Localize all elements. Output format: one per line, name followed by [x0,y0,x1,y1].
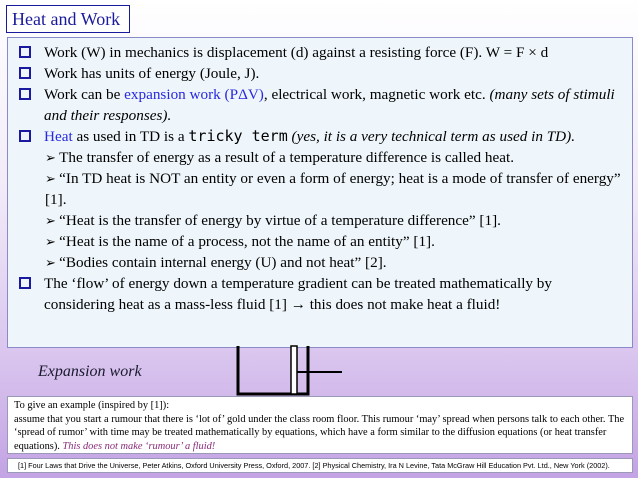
bullet-item [16,273,624,315]
text-part: as used in TD is a [72,128,189,145]
sub-bullet-text: “Heat is the transfer of energy by virtue of a temperature difference” [1]. [59,212,501,229]
sub-bullet-text: “In TD heat is NOT an entity or even a form of energy; heat is a mode of transfer of energy” [1]. [45,170,621,208]
heat-term: Heat [44,128,73,145]
text-part: Work can be [44,86,125,103]
sub-bullet-item [16,147,624,168]
sub-bullet-item [16,168,624,210]
example-emphasis: This does not make ‘rumour’ a fluid! [62,440,216,452]
bullet-text [44,126,624,147]
sub-bullet-item [16,231,624,252]
piston-head [291,346,297,394]
square-bullet-icon [19,130,31,142]
sub-bullet-text: “Bodies contain internal energy (U) and not heat” [2]. [59,254,387,271]
bullet-text: Work has units of energy (Joule, J). [44,65,260,82]
bullet-item [16,42,624,63]
square-bullet-icon [19,88,31,100]
example-box [7,396,633,454]
arrow-bullet-icon: ➢ [45,171,60,186]
bullet-text: The ‘flow’ of energy down a temperature gradient can be treated mathematically by considering heat as a mass-less fluid [1] → this does not make heat a fluid! [44,275,552,313]
expansion-work-term: expansion work (PΔV) [124,86,264,103]
tricky-term: tricky term [188,127,288,145]
emphasis-text: (many sets of stimuli and their responses). [44,86,615,124]
sub-bullet-item [16,210,624,231]
bullet-item [16,84,624,126]
bullet-item [16,126,624,147]
example-text: assume that you start a rumour that there is ‘lot of’ gold under the class room floor. This rumour ‘may’ spread when persons talk to each other. The ‘spread of rumor’ with time may be treated mathematically by equations, which have a form similar to the diffusion equations (or heat transfer equations). [14,413,625,452]
slide-title: Heat and Work [6,5,130,33]
piston-cylinder-diagram [236,344,346,396]
arrow-bullet-icon: ➢ [45,213,60,228]
arrow-bullet-icon: ➢ [45,150,60,165]
bullet-item [16,63,624,84]
text-part: , electrical work, magnetic work etc. [263,86,490,103]
references-bar: [1] Four Laws that Drive the Universe, Peter Atkins, Oxford University Press, Oxford, 2007. [2] Physical Chemistry, Ira N Levine, Tata McGraw Hill Education Pvt. Ltd., New York (2002). [7,458,633,473]
bullet-text [44,84,624,126]
example-heading: To give an example (inspired by [1]): [14,400,170,411]
content-box [7,37,633,348]
square-bullet-icon [19,46,31,58]
expansion-work-label: Expansion work [38,363,142,380]
square-bullet-icon [19,67,31,79]
sub-bullet-item [16,252,624,273]
square-bullet-icon [19,277,31,289]
bullet-text: Work (W) in mechanics is displacement (d) against a resisting force (F). W = F × d [44,44,549,61]
emphasis-text: (yes, it is a very technical term as used in TD). [287,128,575,145]
sub-bullet-text: The transfer of energy as a result of a temperature difference is called heat. [59,149,514,166]
example-body [14,413,626,454]
arrow-bullet-icon: ➢ [45,234,60,249]
arrow-bullet-icon: ➢ [45,255,60,270]
sub-bullet-text: “Heat is the name of a process, not the name of an entity” [1]. [59,233,435,250]
